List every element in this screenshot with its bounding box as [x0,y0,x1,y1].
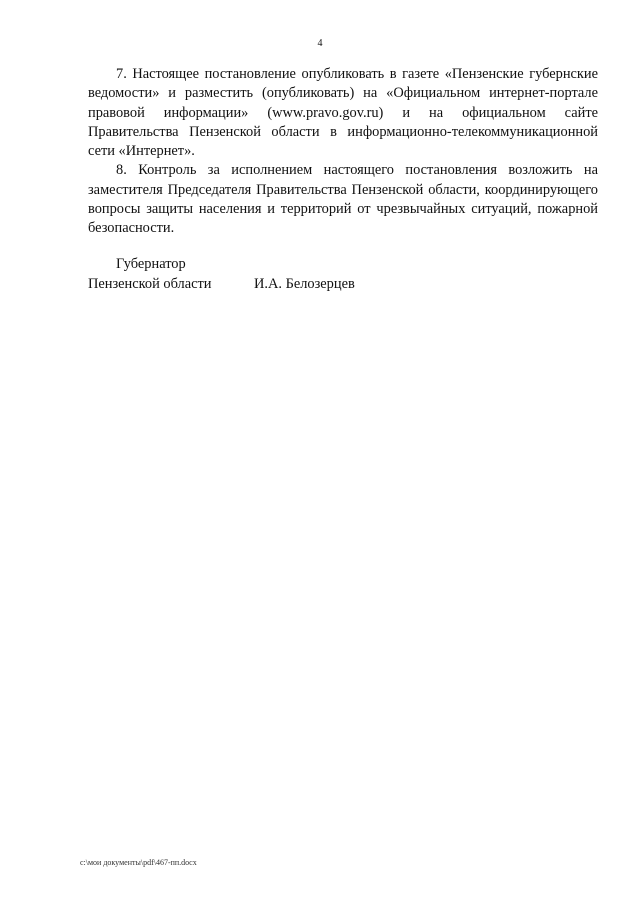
signature-block [88,255,448,294]
paragraph-control: 8. Контроль за исполнением настоящего постановления возложить на заместителя Председателя Правительства Пензенской области, координирующего вопросы защиты населения и территорий от чрезвычайных ситуаций, пожарной безопасности. [88,162,598,237]
document-body [88,65,598,239]
paragraph-publication: 7. Настоящее постановление опубликовать в газете «Пензенские губернские ведомости» и разместить (опубликовать) на «Официальном интернет-портале правовой информации» (www.pravo.gov.ru) и на официальном сайте Правительства Пензенской области в информационно-телекоммуникационной сети «Интернет». [88,66,598,160]
page-number: 4 [317,38,323,49]
signature-row [88,275,448,295]
signature-title-line2: Пензенской области [88,275,212,292]
signature-title-line1: Губернатор [116,256,186,272]
signatory-name: И.А. Белозерцев [254,275,355,292]
footer-file-path: c:\мои документы\pdf\467-пп.docx [80,858,197,867]
